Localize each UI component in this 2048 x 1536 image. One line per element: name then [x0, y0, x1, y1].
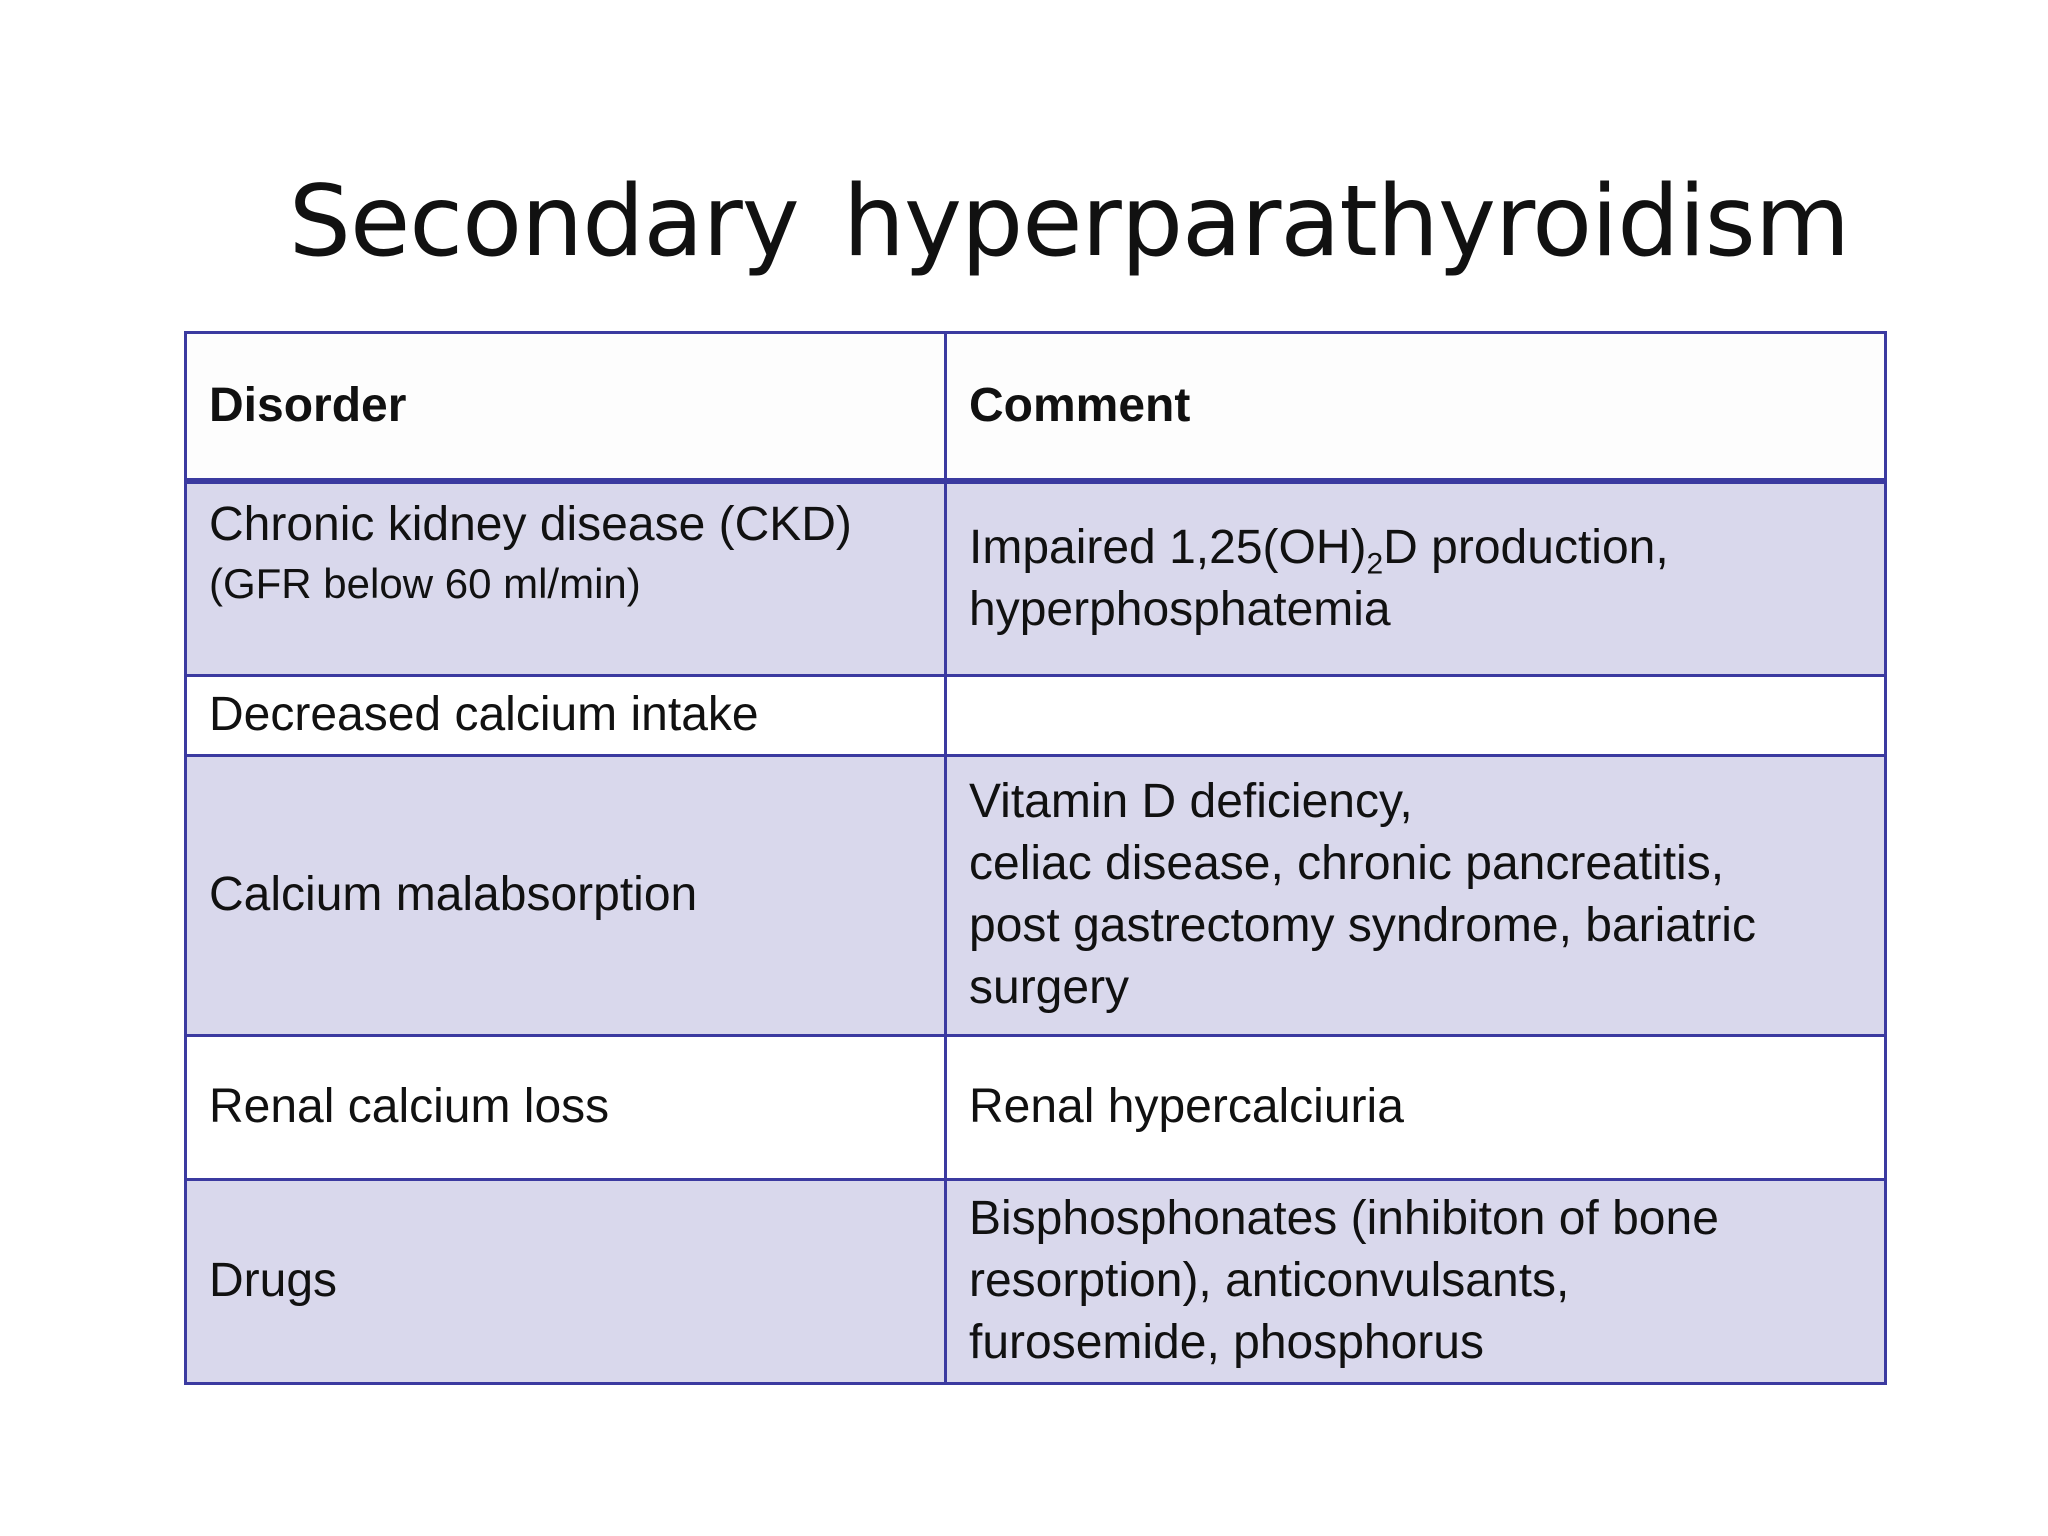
header-comment: Comment	[946, 333, 1886, 482]
table-row	[186, 755, 1886, 1035]
disorder-table	[184, 331, 1887, 1385]
comment-text-post: D production,	[1383, 520, 1669, 574]
comment-cell	[946, 481, 1886, 675]
header-disorder: Disorder	[186, 333, 946, 482]
comment-line: Bisphosphonates (inhibiton of bone	[969, 1192, 1719, 1245]
disorder-cell: Drugs	[186, 1179, 946, 1383]
comment-line: post gastrectomy syndrome, bariatric	[969, 899, 1756, 952]
comment-cell: Renal hypercalciuria	[946, 1035, 1886, 1179]
table-row	[186, 481, 1886, 675]
comment-line: resorption), anticonvulsants,	[969, 1254, 1570, 1307]
comment-line: celiac disease, chronic pancreatitis,	[969, 837, 1725, 890]
comment-text-pre: Impaired 1,25(OH)	[969, 520, 1367, 574]
comment-line: surgery	[969, 961, 1130, 1014]
comment-line: Vitamin D deficiency,	[969, 775, 1413, 828]
disorder-cell	[186, 481, 946, 675]
comment-line	[969, 517, 1862, 579]
comment-cell	[946, 1179, 1886, 1383]
table-row	[186, 1035, 1886, 1179]
table-header-row	[186, 333, 1886, 482]
slide-title: Secondary hyperparathyroidism	[288, 165, 1850, 279]
disorder-cell: Renal calcium loss	[186, 1035, 946, 1179]
disorder-subtext: (GFR below 60 ml/min)	[209, 560, 641, 607]
comment-line: hyperphosphatemia	[969, 582, 1391, 636]
comment-cell	[946, 755, 1886, 1035]
disorder-text: Chronic kidney disease (CKD)	[209, 498, 852, 551]
disorder-cell: Calcium malabsorption	[186, 755, 946, 1035]
comment-cell	[946, 675, 1886, 755]
disorder-table-container	[184, 331, 1884, 1385]
comment-subscript: 2	[1366, 547, 1384, 581]
comment-line: furosemide, phosphorus	[969, 1316, 1484, 1369]
disorder-cell: Decreased calcium intake	[186, 675, 946, 755]
table-row	[186, 675, 1886, 755]
table-row	[186, 1179, 1886, 1383]
